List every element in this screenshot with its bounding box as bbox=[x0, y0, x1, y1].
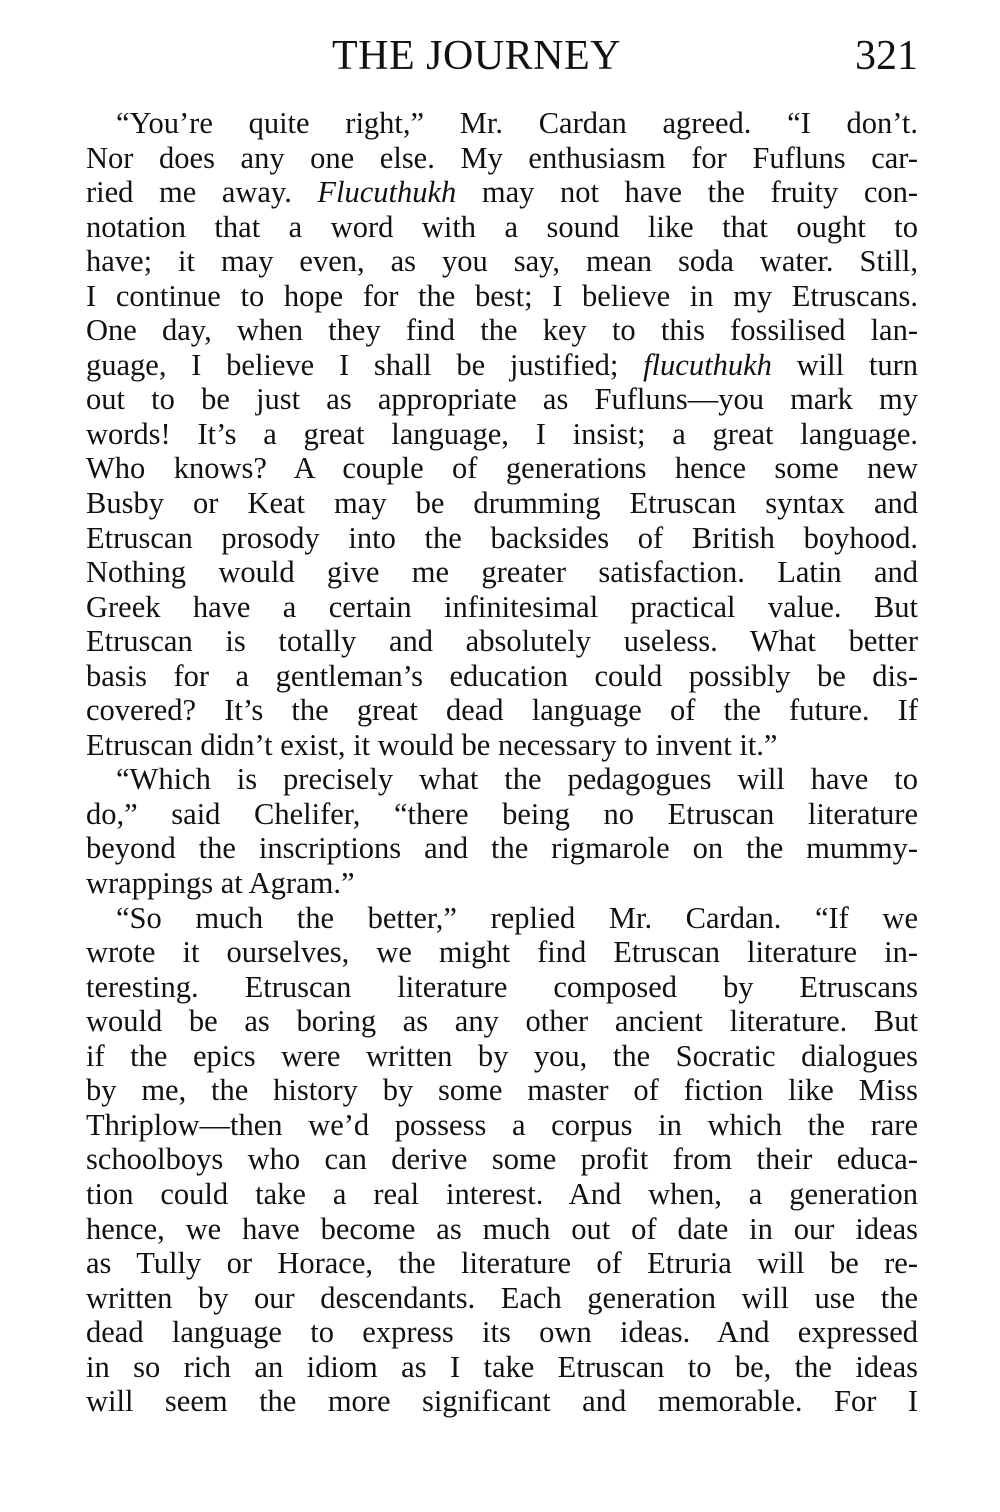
text-line bbox=[86, 1039, 918, 1074]
text-segment: will turn bbox=[796, 347, 918, 382]
text-line bbox=[86, 521, 918, 556]
text-segment: schoolboys who can derive some profit from their educa- bbox=[86, 1142, 918, 1177]
text-line bbox=[86, 866, 918, 901]
text-line bbox=[86, 624, 918, 659]
text-segment: “Which is precisely what the pedagogues will have to bbox=[116, 762, 918, 797]
text-segment: do,” said Chelifer, “there being no Etruscan literature bbox=[86, 796, 918, 831]
text-line bbox=[86, 175, 918, 210]
text-segment: ried me away. bbox=[86, 175, 292, 210]
text-line bbox=[86, 762, 918, 797]
text-line bbox=[86, 1315, 918, 1350]
text-line bbox=[86, 244, 918, 279]
text-segment: I continue to hope for the best; I believe in my Etruscans. bbox=[86, 278, 918, 313]
chapter-title: THE JOURNEY bbox=[332, 33, 621, 79]
text-line bbox=[86, 451, 918, 486]
italic-word: flucuthukh bbox=[643, 347, 772, 382]
text-line bbox=[86, 1350, 918, 1385]
text-segment: out to be just as appropriate as Fufluns—you mark my bbox=[86, 382, 918, 417]
text-line bbox=[86, 970, 918, 1005]
text-line bbox=[86, 210, 918, 245]
text-line bbox=[86, 728, 918, 763]
text-line bbox=[86, 797, 918, 832]
text-segment: “So much the better,” replied Mr. Cardan. “If we bbox=[116, 900, 918, 935]
text-line bbox=[86, 313, 918, 348]
text-line bbox=[86, 1142, 918, 1177]
text-segment: basis for a gentleman’s education could possibly be dis- bbox=[86, 658, 918, 693]
text-segment: Greek have a certain infinitesimal practical value. But bbox=[86, 589, 918, 624]
text-segment: Who knows? A couple of generations hence some new bbox=[86, 451, 918, 486]
text-segment: covered? It’s the great dead language of the future. If bbox=[86, 693, 918, 728]
text-segment: hence, we have become as much out of date in our ideas bbox=[86, 1211, 918, 1246]
text-line bbox=[86, 1073, 918, 1108]
text-line bbox=[86, 1004, 918, 1039]
text-segment: Nor does any one else. My enthusiasm for Fufluns car- bbox=[86, 140, 918, 175]
text-segment: Etruscan is totally and absolutely useless. What better bbox=[86, 624, 918, 659]
text-segment: teresting. Etruscan literature composed by Etruscans bbox=[86, 969, 918, 1004]
text-line bbox=[86, 1384, 918, 1419]
text-line bbox=[86, 693, 918, 728]
text-segment: written by our descendants. Each generation will use the bbox=[86, 1280, 918, 1315]
text-line bbox=[86, 1212, 918, 1247]
text-segment: as Tully or Horace, the literature of Etruria will be re- bbox=[86, 1246, 918, 1281]
text-segment: One day, when they find the key to this fossilised lan- bbox=[86, 313, 918, 348]
text-line bbox=[86, 417, 918, 452]
text-line bbox=[86, 279, 918, 314]
text-line bbox=[86, 486, 918, 521]
text-segment: beyond the inscriptions and the rigmarole on the mummy- bbox=[86, 831, 918, 866]
text-line bbox=[86, 1108, 918, 1143]
text-segment: if the epics were written by you, the Socratic dialogues bbox=[86, 1038, 918, 1073]
text-segment: Thriplow—then we’d possess a corpus in which the rare bbox=[86, 1107, 918, 1142]
text-segment: notation that a word with a sound like that ought to bbox=[86, 209, 918, 244]
text-segment: would be as boring as any other ancient literature. But bbox=[86, 1004, 918, 1039]
text-line bbox=[86, 106, 918, 141]
text-line bbox=[86, 1281, 918, 1316]
text-segment: guage, I believe I shall be justified; bbox=[86, 347, 619, 382]
text-segment: by me, the history by some master of fiction like Miss bbox=[86, 1073, 918, 1108]
italic-word: Flucuthukh bbox=[317, 175, 457, 210]
book-page bbox=[86, 28, 918, 1488]
running-head bbox=[86, 28, 918, 84]
text-line bbox=[86, 831, 918, 866]
text-segment: dead language to express its own ideas. And expressed bbox=[86, 1315, 918, 1350]
text-line bbox=[86, 1246, 918, 1281]
text-segment: wrappings at Agram.” bbox=[86, 866, 355, 901]
text-segment: Etruscan prosody into the backsides of British boyhood. bbox=[86, 520, 918, 555]
text-segment: wrote it ourselves, we might find Etruscan literature in- bbox=[86, 935, 918, 970]
text-segment: have; it may even, as you say, mean soda water. Still, bbox=[86, 244, 918, 279]
text-line bbox=[86, 935, 918, 970]
text-line bbox=[86, 659, 918, 694]
text-segment: may not have the fruity con- bbox=[481, 175, 918, 210]
text-segment: Busby or Keat may be drumming Etruscan syntax and bbox=[86, 486, 918, 521]
text-line bbox=[86, 590, 918, 625]
text-line bbox=[86, 348, 918, 383]
text-line bbox=[86, 382, 918, 417]
text-segment: tion could take a real interest. And when, a generation bbox=[86, 1176, 918, 1211]
text-segment: in so rich an idiom as I take Etruscan to be, the ideas bbox=[86, 1349, 918, 1384]
text-line bbox=[86, 1177, 918, 1212]
text-line bbox=[86, 141, 918, 176]
text-segment: Etruscan didn’t exist, it would be necessary to invent it.” bbox=[86, 727, 778, 762]
text-segment: words! It’s a great language, I insist; a great language. bbox=[86, 416, 918, 451]
text-line bbox=[86, 901, 918, 936]
text-segment: will seem the more significant and memorable. For I bbox=[86, 1384, 918, 1419]
body-text bbox=[86, 106, 918, 1419]
text-segment: “You’re quite right,” Mr. Cardan agreed. “I don’t. bbox=[116, 106, 918, 140]
text-line bbox=[86, 555, 918, 590]
text-segment: Nothing would give me greater satisfaction. Latin and bbox=[86, 555, 918, 590]
page-number: 321 bbox=[855, 33, 918, 79]
